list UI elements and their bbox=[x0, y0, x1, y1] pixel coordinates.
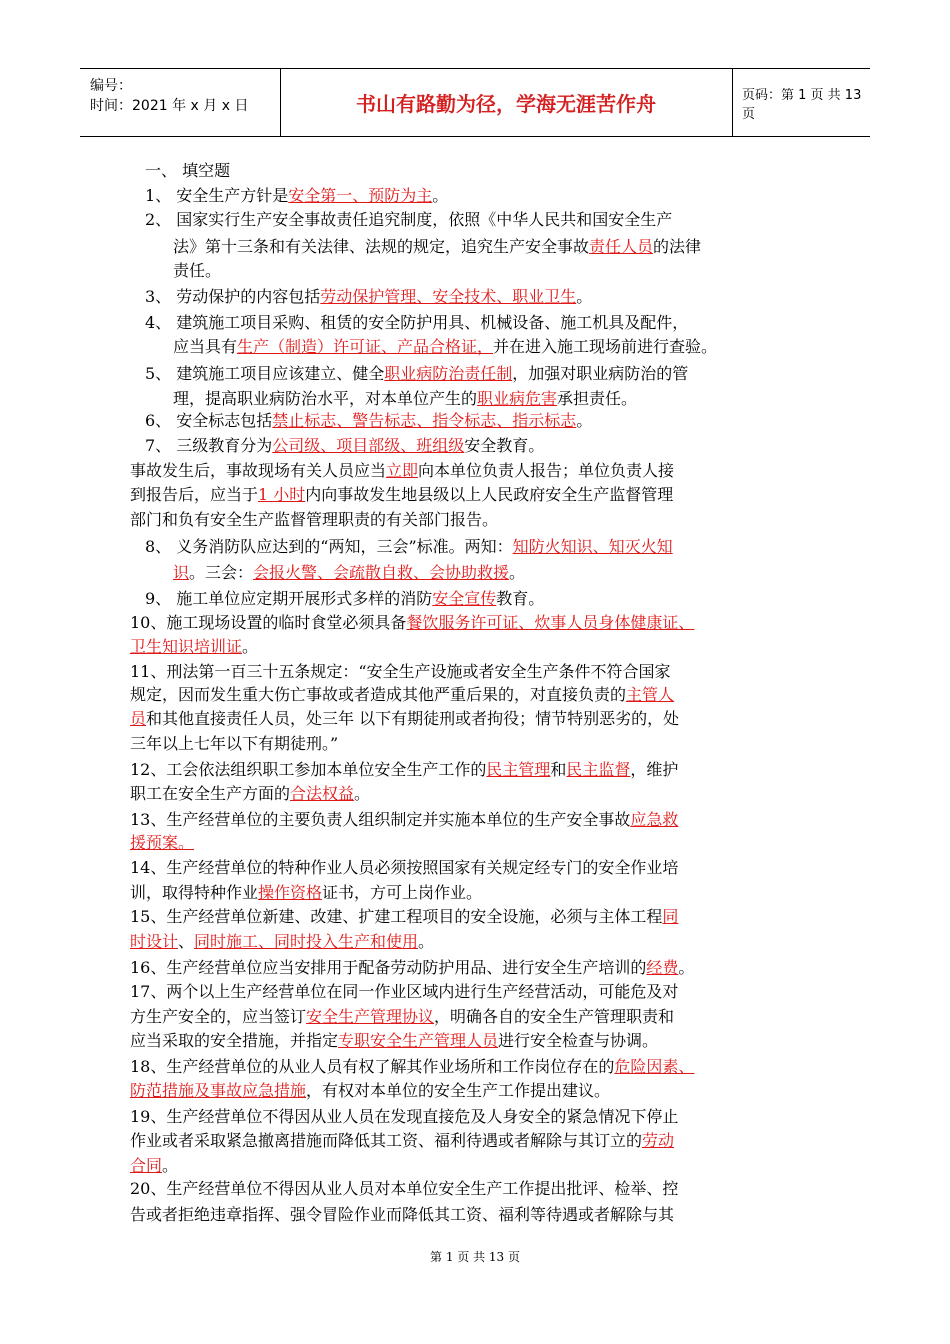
body-text: 。 bbox=[354, 784, 371, 803]
text-line bbox=[130, 708, 679, 730]
text-line bbox=[130, 661, 671, 683]
text-line bbox=[173, 562, 525, 584]
time-label: 时间：2021 年 x 月 x 日 bbox=[90, 98, 249, 114]
body-text: 6、 安全标志包括 bbox=[145, 411, 273, 430]
answer-text: 1 小时 bbox=[258, 485, 306, 504]
text-line bbox=[145, 209, 672, 231]
text-line bbox=[145, 410, 592, 432]
body-text: 内向事故发生地县级以上人民政府安全生产监督管理 bbox=[305, 485, 674, 504]
body-text: 20、生产经营单位不得因从业人员对本单位安全生产工作提出批评、检举、控 bbox=[130, 1179, 679, 1198]
text-line bbox=[130, 1130, 674, 1152]
text-line bbox=[145, 312, 688, 334]
number-label: 编号： bbox=[90, 78, 132, 94]
text-line bbox=[130, 759, 678, 781]
body-text: 。 bbox=[418, 932, 435, 951]
body-text: 应当采取的安全措施，并指定 bbox=[130, 1031, 339, 1050]
body-text: 到报告后，应当于 bbox=[130, 485, 259, 504]
answer-text: 民主监督 bbox=[566, 760, 631, 779]
text-line bbox=[130, 957, 694, 979]
text-line bbox=[173, 388, 637, 410]
text-line bbox=[130, 809, 678, 831]
body-text: 16、生产经营单位应当安排用于配备劳动防护用品、进行安全生产培训的 bbox=[130, 958, 647, 977]
text-line bbox=[145, 435, 544, 457]
body-text: 进行安全检查与协调。 bbox=[498, 1031, 659, 1050]
body-text: 。 bbox=[242, 637, 259, 656]
body-text: 。 bbox=[678, 958, 695, 977]
answer-text: 主管人 bbox=[626, 685, 675, 704]
body-text: 。 bbox=[576, 411, 593, 430]
header-meta bbox=[80, 69, 281, 136]
body-text: 规定，因而发生重大伤亡事故或者造成其他严重后果的，对直接负责的 bbox=[130, 685, 627, 704]
answer-text: 公司级、项目部级、班组级 bbox=[272, 436, 465, 455]
text-line bbox=[145, 363, 688, 385]
text-line bbox=[130, 906, 678, 928]
text-line bbox=[130, 832, 194, 854]
body-text: 10、施工现场设置的临时食堂必须具备 bbox=[130, 613, 407, 632]
body-text: 1、 安全生产方针是 bbox=[145, 186, 289, 205]
body-text: 并在进入施工现场前进行查验。 bbox=[493, 337, 718, 356]
text-line bbox=[130, 509, 498, 531]
body-text: ，明确各自的安全生产管理职责和 bbox=[434, 1007, 675, 1026]
body-text: ，维护 bbox=[630, 760, 679, 779]
body-text: 证书，方可上岗作业。 bbox=[322, 883, 483, 902]
body-text: 责任。 bbox=[173, 261, 222, 280]
body-text: 。 bbox=[509, 563, 526, 582]
text-line bbox=[145, 588, 544, 610]
text-line bbox=[130, 733, 338, 755]
body-text: 11、刑法第一百三十五条规定：“安全生产设施或者安全生产条件不符合国家 bbox=[130, 662, 671, 681]
answer-text: 时设计 bbox=[130, 932, 179, 951]
answer-text: 生产（制造）许可证、产品合格证， bbox=[237, 337, 494, 356]
body-text: 三年以上七年以下有期徒刑。” bbox=[130, 734, 339, 753]
text-line bbox=[130, 981, 678, 1003]
answer-text: 合法权益 bbox=[290, 784, 355, 803]
body-text: 2、 国家实行生产安全事故责任追究制度，依照《中华人民共和国安全生产 bbox=[145, 210, 673, 229]
body-text: 告或者拒绝违章指挥、强令冒险作业而降低其工资、福利等待遇或者解除与其 bbox=[130, 1205, 675, 1224]
text-line bbox=[173, 336, 717, 358]
answer-text: 安全宣传 bbox=[432, 589, 497, 608]
section-title: 一、 填空题 bbox=[145, 161, 231, 180]
answer-text: 操作资格 bbox=[258, 883, 323, 902]
text-line bbox=[130, 460, 674, 482]
answer-text: 同时施工、同时投入生产和使用 bbox=[194, 932, 419, 951]
body-text: 承担责任。 bbox=[557, 389, 638, 408]
body-text: 法》第十三条和有关法律、法规的规定，追究生产安全事故 bbox=[173, 237, 590, 256]
body-text: 教育。 bbox=[496, 589, 545, 608]
answer-text: 合同 bbox=[130, 1156, 163, 1175]
answer-text: 禁止标志、警告标志、指令标志、指示标志 bbox=[272, 411, 577, 430]
body-text: 7、 三级教育分为 bbox=[145, 436, 273, 455]
text-line bbox=[173, 260, 221, 282]
answer-text: 民主管理 bbox=[486, 760, 551, 779]
text-line bbox=[130, 1204, 674, 1226]
text-line bbox=[130, 1106, 678, 1128]
answer-text: 员 bbox=[130, 709, 147, 728]
answer-text: 立即 bbox=[386, 461, 419, 480]
body-text: 8、 义务消防队应达到的“两知，三会”标准。两知： bbox=[145, 537, 513, 556]
text-line bbox=[130, 1030, 658, 1052]
answer-text: 会报火警、会疏散自救、会协助救援 bbox=[253, 563, 510, 582]
body-text: 部门和负有安全生产监督管理职责的有关部门报告。 bbox=[130, 510, 499, 529]
text-line bbox=[130, 484, 673, 506]
body-text: 安全教育。 bbox=[464, 436, 545, 455]
body-text: ，有权对本单位的安全生产工作提出建议。 bbox=[306, 1081, 611, 1100]
text-line bbox=[130, 612, 694, 634]
answer-text: 知防火知识、知灭火知 bbox=[512, 537, 673, 556]
text-line bbox=[145, 286, 592, 308]
body-text: 。 bbox=[432, 186, 449, 205]
answer-text: 防范措施及事故应急措施 bbox=[130, 1081, 307, 1100]
body-text: 17、两个以上生产经营单位在同一作业区域内进行生产经营活动，可能危及对 bbox=[130, 982, 679, 1001]
body-text: 训，取得特种作业 bbox=[130, 883, 259, 902]
body-text: 方生产安全的，应当签订 bbox=[130, 1007, 307, 1026]
text-line bbox=[130, 1056, 694, 1078]
answer-text: 职业病防治责任制 bbox=[384, 364, 513, 383]
text-line bbox=[145, 185, 448, 207]
text-line bbox=[130, 857, 678, 879]
body-text: 和 bbox=[550, 760, 567, 779]
answer-text: 卫生知识培训证 bbox=[130, 637, 243, 656]
body-text: 理，提高职业病防治水平，对本单位产生的 bbox=[173, 389, 478, 408]
answer-text: 劳动 bbox=[642, 1131, 675, 1150]
body-text: 应当具有 bbox=[173, 337, 238, 356]
body-text: 。三会： bbox=[189, 563, 254, 582]
answer-text: 安全生产管理协议 bbox=[306, 1007, 435, 1026]
answer-text: 应急救 bbox=[630, 810, 679, 829]
body-text: 5、 建筑施工项目应该建立、健全 bbox=[145, 364, 385, 383]
body-text: 事故发生后，事故现场有关人员应当 bbox=[130, 461, 387, 480]
page-footer: 第 1 页 共 13 页 bbox=[430, 1250, 520, 1264]
answer-text: 援预案。 bbox=[130, 833, 195, 852]
text-line bbox=[130, 1155, 178, 1177]
text-line bbox=[130, 1080, 610, 1102]
body-text: 9、 施工单位应定期开展形式多样的消防 bbox=[145, 589, 433, 608]
body-text: 作业或者采取紧急撤离措施而降低其工资、福利待遇或者解除与其订立的 bbox=[130, 1131, 643, 1150]
text-line bbox=[130, 931, 434, 953]
text-line bbox=[130, 783, 370, 805]
body-text: 向本单位负责人报告；单位负责人接 bbox=[418, 461, 675, 480]
answer-text: 识 bbox=[173, 563, 190, 582]
answer-text: 专职安全生产管理人员 bbox=[338, 1031, 499, 1050]
answer-text: 经费 bbox=[646, 958, 679, 977]
body-text: 职工在安全生产方面的 bbox=[130, 784, 291, 803]
header-table bbox=[80, 68, 870, 137]
answer-text: 同 bbox=[662, 907, 679, 926]
body-text: 和其他直接责任人员，处三年 以下有期徒刑或者拘役；情节特别恶劣的，处 bbox=[146, 709, 680, 728]
answer-text: 劳动保护管理、安全技术、职业卫生 bbox=[320, 287, 577, 306]
answer-text: 安全第一、预防为主 bbox=[288, 186, 433, 205]
body-text: 。 bbox=[576, 287, 593, 306]
body-text: 。 bbox=[162, 1156, 179, 1175]
body-text: 19、生产经营单位不得因从业人员在发现直接危及人身安全的紧急情况下停止 bbox=[130, 1107, 679, 1126]
motto: 书山有路勤为径，学海无涯苦作舟 bbox=[280, 69, 733, 136]
answer-text: 危险因素、 bbox=[614, 1057, 695, 1076]
text-line bbox=[145, 536, 673, 558]
text-line bbox=[130, 1006, 674, 1028]
text-line bbox=[130, 684, 674, 706]
body-text: 18、生产经营单位的从业人员有权了解其作业场所和工作岗位存在的 bbox=[130, 1057, 615, 1076]
answer-text: 餐饮服务许可证、炊事人员身体健康证、 bbox=[406, 613, 695, 632]
body-text: 的法律 bbox=[653, 237, 702, 256]
text-line bbox=[130, 882, 482, 904]
body-text: ，加强对职业病防治的管 bbox=[512, 364, 689, 383]
text-line bbox=[173, 236, 701, 258]
text-line bbox=[130, 636, 258, 658]
answer-text: 职业病危害 bbox=[477, 389, 558, 408]
body-text: 13、生产经营单位的主要负责人组织制定并实施本单位的生产安全事故 bbox=[130, 810, 631, 829]
body-text: 12、工会依法组织职工参加本单位安全生产工作的 bbox=[130, 760, 487, 779]
body-text: 4、 建筑施工项目采购、租赁的安全防护用具、机械设备、施工机具及配件， bbox=[145, 313, 689, 332]
body-text: 14、生产经营单位的特种作业人员必须按照国家有关规定经专门的安全作业培 bbox=[130, 858, 679, 877]
answer-text: 责任人员 bbox=[589, 237, 654, 256]
body-text: 3、 劳动保护的内容包括 bbox=[145, 287, 321, 306]
page-info: 页码：第 1 页 共 13 页 bbox=[742, 87, 862, 122]
body-text: 、 bbox=[178, 932, 195, 951]
text-line bbox=[130, 1178, 678, 1200]
body-text: 15、生产经营单位新建、改建、扩建工程项目的安全设施，必须与主体工程 bbox=[130, 907, 663, 926]
